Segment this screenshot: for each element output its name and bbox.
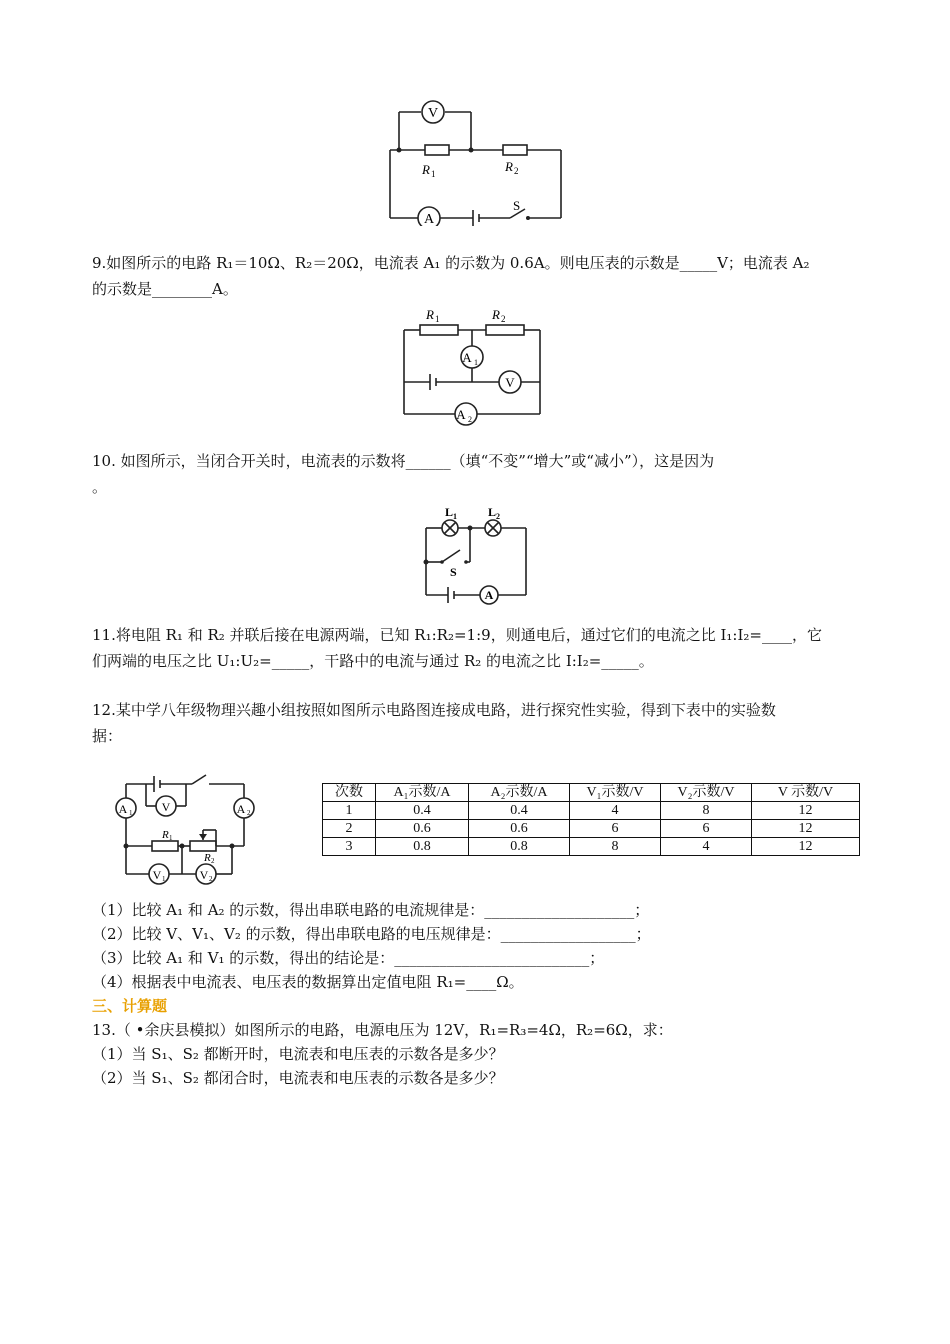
table-cell: 2 (323, 820, 376, 838)
table-cell: 0.8 (469, 838, 570, 856)
resistor-r2-label: R (492, 307, 500, 322)
table-row (323, 838, 860, 856)
question-13-sub-1: （1）当 S₁、S₂ 都断开时，电流表和电压表的示数各是多少？ (92, 1045, 504, 1063)
table-cell: 0.6 (469, 820, 570, 838)
question-13-line-1: 13.（ •余庆县模拟）如图所示的电路，电源电压为 12V，R₁=R₃=4Ω，R₂=6Ω，求： (92, 1021, 673, 1039)
table-row (323, 802, 860, 820)
question-12-subquestions (92, 898, 862, 1090)
question-11-line-2: 们两端的电压之比 U₁:U₂=_____，干路中的电流与通过 R₂ 的电流之比 I:I₂=_____。 (92, 652, 654, 670)
circuit-figure-2 (396, 302, 548, 428)
question-12-sub-4: （4）根据表中电流表、电压表的数据算出定值电阻 R₁=____Ω。 (92, 973, 524, 991)
table-cell: 4 (661, 838, 752, 856)
question-12-sub-2: （2）比较 V、V₁、V₂ 的示数，得出串联电路的电压规律是：__________________； (92, 925, 651, 943)
ammeter-label: A (484, 588, 494, 602)
voltmeter-v1-sub: 1 (162, 875, 166, 883)
table-cell: 6 (570, 820, 661, 838)
table-cell: 12 (752, 838, 860, 856)
table-header-cell: 次数 (323, 784, 376, 802)
ammeter-a2-label: A (236, 802, 246, 816)
table-header-cell: V₂示数/V (661, 784, 752, 802)
question-10-line-1: 10. 如图所示，当闭合开关时，电流表的示数将______（填“不变”“增大”或“减小”），这是因为 (92, 452, 715, 470)
table-cell: 8 (570, 838, 661, 856)
question-10 (92, 448, 862, 500)
ammeter-a1-label: A (118, 802, 128, 816)
table-cell: 4 (570, 802, 661, 820)
resistor-r2-sub: 2 (211, 857, 215, 865)
ammeter-label: A (423, 212, 435, 226)
question-11 (92, 622, 862, 674)
question-10-line-2: 。 (92, 478, 108, 496)
lamp-l2-sub: 2 (496, 512, 500, 521)
ammeter-a2-sub: 2 (247, 809, 251, 817)
question-12-sub-1: （1）比较 A₁ 和 A₂ 的示数，得出串联电路的电流规律是：____________________； (92, 901, 650, 919)
question-9-line-2: 的示数是________A。 (92, 280, 238, 298)
table-cell: 12 (752, 802, 860, 820)
table-cell: 6 (661, 820, 752, 838)
circuit-figure-3 (418, 500, 534, 612)
table-header-cell: V₁示数/V (570, 784, 661, 802)
voltmeter-v1-label: V (152, 868, 162, 882)
table-header-cell: A₂示数/A (469, 784, 570, 802)
voltmeter-v2-label: V (199, 868, 209, 882)
table-cell: 1 (323, 802, 376, 820)
voltmeter-label: V (161, 800, 171, 814)
voltmeter-label: V (505, 375, 515, 390)
resistor-r1-sub: 1 (435, 314, 440, 324)
ammeter-a1-sub: 1 (474, 358, 478, 367)
question-13-sub-2: （2）当 S₁、S₂ 都闭合时，电流表和电压表的示数各是多少？ (92, 1069, 504, 1087)
table-cell: 0.4 (469, 802, 570, 820)
switch-label: S (450, 565, 457, 579)
section-heading: 三、计算题 (92, 997, 168, 1015)
lamp-l1-label: L (445, 505, 454, 519)
table-cell: 0.4 (376, 802, 469, 820)
resistor-r1-label: R (162, 829, 169, 841)
table-cell: 12 (752, 820, 860, 838)
experiment-data-table (322, 783, 860, 856)
table-cell: 0.8 (376, 838, 469, 856)
switch-label: S (513, 198, 521, 213)
table-cell: 8 (661, 802, 752, 820)
resistor-r2-sub: 2 (514, 166, 519, 176)
resistor-r1-label: R (426, 307, 434, 322)
circuit-figure-1 (385, 98, 565, 226)
ammeter-a1-label: A (462, 350, 472, 365)
table-header-cell: A₁示数/A (376, 784, 469, 802)
question-9-line-1: 9.如图所示的电路 R₁＝10Ω、R₂＝20Ω，电流表 A₁ 的示数为 0.6A。则电压表的示数是_____V；电流表 A₂ (92, 254, 810, 272)
circuit-figure-4 (112, 770, 264, 890)
lamp-l2-label: L (488, 505, 497, 519)
question-12-line-2: 据： (92, 727, 123, 745)
question-12-sub-3: （3）比较 A₁ 和 V₁ 的示数，得出的结论是：__________________________； (92, 949, 605, 967)
question-12-line-1: 12.某中学八年级物理兴趣小组按照如图所示电路图连接成电路，进行探究性实验，得到下表中的实验数 (92, 701, 776, 719)
ammeter-a1-sub: 1 (129, 809, 133, 817)
resistor-r1-label: R (422, 162, 430, 177)
resistor-r1-sub: 1 (169, 834, 173, 842)
table-cell: 0.6 (376, 820, 469, 838)
lamp-l1-sub: 1 (453, 512, 457, 521)
resistor-r1-sub: 1 (431, 169, 436, 179)
voltmeter-label: V (427, 106, 439, 121)
ammeter-a2-label: A (456, 407, 466, 422)
question-11-line-1: 11.将电阻 R₁ 和 R₂ 并联后接在电源两端，已知 R₁:R₂=1:9，则通电后，通过它们的电流之比 I₁:I₂=____，它 (92, 626, 822, 644)
table-header-row (323, 784, 860, 802)
resistor-r2-sub: 2 (501, 314, 506, 324)
question-12 (92, 697, 862, 749)
table-header-cell: V 示数/V (752, 784, 860, 802)
question-9 (92, 250, 862, 302)
ammeter-a2-sub: 2 (468, 415, 472, 424)
resistor-r2-label: R (204, 852, 211, 864)
resistor-r2-label: R (505, 159, 513, 174)
table-cell: 3 (323, 838, 376, 856)
table-row (323, 820, 860, 838)
voltmeter-v2-sub: 2 (209, 875, 213, 883)
